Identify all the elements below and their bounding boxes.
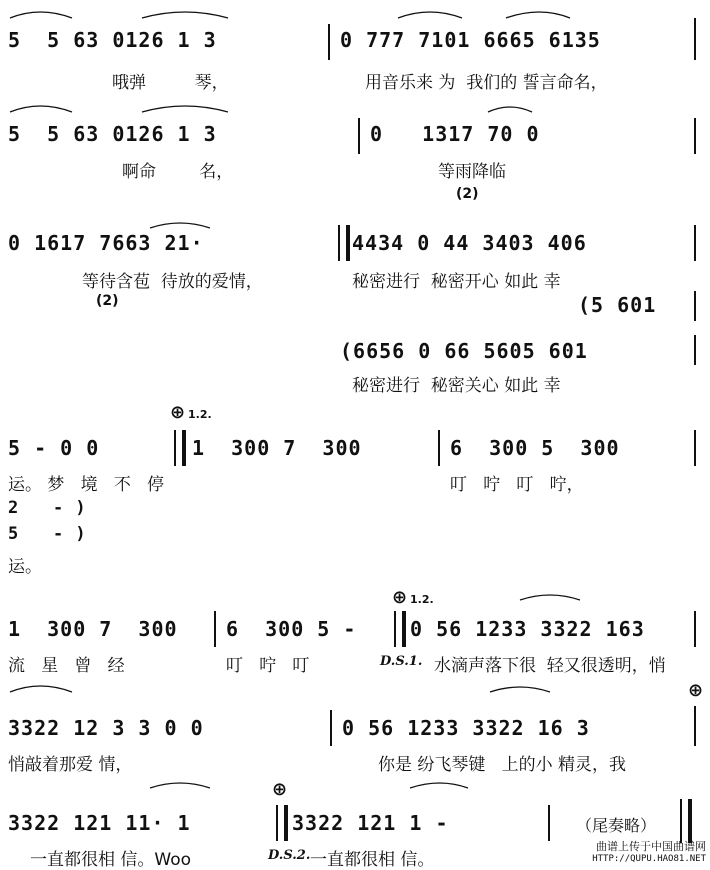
repeat-mark-left: (2) [96,293,119,309]
notes-row6-c: 0 56 1233 3322 163 [410,617,645,641]
coda-sign: ⊕ [392,587,408,608]
notes-row8-a: 3322 121 11· 1 [8,811,191,835]
alt-notes-row3: (5 601 [578,293,657,317]
alt-lyrics-row5: 运。 [8,557,42,577]
notes-row2-a: 5 5 63 0126 1 3 [8,122,217,146]
outro-note: （尾奏略） [576,816,657,835]
lyrics-row7-b: 你是 纷飞琴键 上的小 精灵，我 [378,755,627,775]
lyrics-row3-a: 等待含苞 待放的爱情， [82,272,263,292]
notes-row1-b: 0 777 7101 6665 6135 [340,28,601,52]
ds-label: D.S.1. [380,654,423,669]
notes-row1-a: 5 5 63 0126 1 3 [8,28,217,52]
lyrics-row6-a: 流 星 曾 经 [8,656,125,676]
notes-row6-a: 1 300 7 300 [8,617,178,641]
notes-row5-c: 6 300 5 300 [450,436,620,460]
lyrics-row8-a: 一直都很相 信。Woo [30,850,192,870]
lyrics-row7-a: 悄敲着那爱 情， [8,755,133,775]
lyrics-row1-b: 用音乐来 为 我们的 誓言命名， [365,73,608,93]
notes-row5-b: 1 300 7 300 [192,436,362,460]
lyrics-row8-b: 一直都很相 信。 [310,850,435,870]
notes-row8-b: 3322 121 1 - [292,811,449,835]
segno-sign: ⊕ [688,680,704,701]
lyrics-row1-a: 哦弹 琴， [112,73,229,93]
lyrics-row6-c: 水滴声落下很 轻又很透明，悄 [434,656,666,676]
repeat-mark: (2) [456,186,479,202]
lyrics-row5-a: 运。 梦 境 不 停 [8,475,165,495]
notes-row6-b: 6 300 5 - [226,617,357,641]
watermark-url: HTTP://QUPU.HAO81.NET [592,854,706,864]
coda-label: 1.2. [188,408,212,421]
segno-sign: ⊕ [272,779,288,800]
alt-notes-row5-1: 2 - ) [8,498,87,518]
watermark-line1: 曲谱上传于中国曲谱网 [596,840,706,853]
lyrics-row6-b: 叮 咛 叮 [226,656,310,676]
ds-label: D.S.2. [268,848,311,863]
notes-row2-b: 0 1317 70 0 [370,122,540,146]
lyrics-row2-b: 等雨降临 [438,162,506,182]
alt-notes-row5-2: 5 - ) [8,524,87,544]
notes-row3-b: 4434 0 44 3403 406 [352,231,587,255]
coda-label: 1.2. [410,593,434,606]
notes-row7-b: 0 56 1233 3322 16 3 [342,716,590,740]
notes-row3-a: 0 1617 7663 21· [8,231,204,255]
lyrics-row4: 秘密进行 秘密关心 如此 幸 [352,376,561,396]
lyrics-row5-b: 叮 咛 叮 咛， [450,475,584,495]
notes-row4: (6656 0 66 5605 601 [340,339,588,363]
site-watermark [592,841,706,865]
lyrics-row3-b: 秘密进行 秘密开心 如此 幸 [352,272,561,292]
lyrics-row2-a: 啊命 名， [122,162,234,182]
coda-sign: ⊕ [170,402,186,423]
notes-row5-a: 5 - 0 0 [8,436,100,460]
notes-row7-a: 3322 12 3 3 0 0 [8,716,204,740]
